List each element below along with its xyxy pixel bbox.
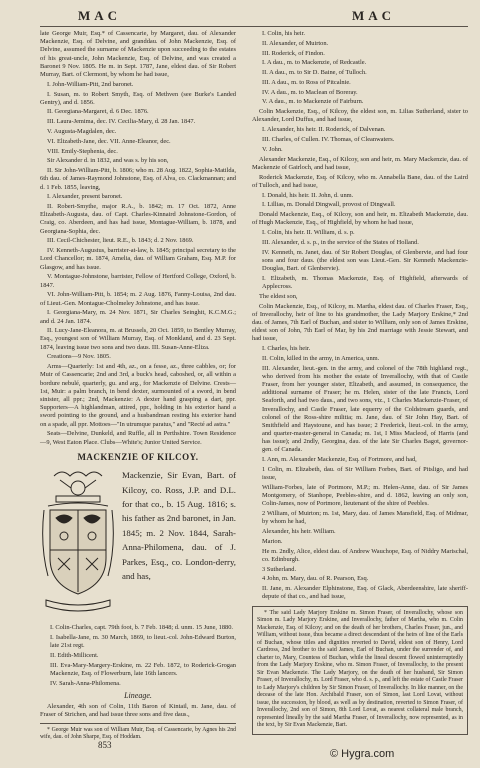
paragraph: Roderick Mackenzie, Esq. of Kilcoy, who m. Annabella Bane, dau. of the Laird of Tulloch, and had issue, <box>252 173 468 189</box>
paragraph: Creations—9 Nov. 1805. <box>47 353 111 361</box>
list-item: II. Edith-Millicent. <box>50 651 99 659</box>
paragraph: Donald Mackenzie, Esq., of Kilcoy, son and heir, m. Elizabeth Mackenzie, dau. of Hugh Mackenzie, Esq., of Highfield, by whom he had issue, <box>252 211 468 227</box>
paragraph: II. Jane, m. Alexander Elphinstone, Esq. of Glack, Aberdeenshire, late sheriff-depute of that co., and had issue, <box>262 585 468 601</box>
paragraph: II. Lucy-Jane-Eleanora, m. at Brussels, 20 Oct. 1859, to Bentley Murray, Esq., youngest son of William Murray, Esq. of Monkland, and d. 23 Sept. 1874, leaving issue two sons and two daus. III. Susan-Anne-Eliza. <box>40 327 236 351</box>
paragraph: Alexander, his heir. William. <box>262 528 336 536</box>
paragraph: I. Charles, his heir. <box>262 345 311 353</box>
paragraph: IV. Kenneth, m. Janet, dau. of Sir Robert Douglas, of Glenbervie, and had four sons and four daus. (the eldest son was Lieut.-Gen. Sir Kenneth Mackenzie-Douglas, Bart. of Glenbervie). <box>262 248 468 272</box>
list-item: IV. Sarah-Anna-Philomena. <box>50 679 121 687</box>
footnote-divider <box>40 723 236 724</box>
paragraph: III. A dau., m. to Ross of Pitcalnie. <box>262 78 351 86</box>
kilcoy-issue-list <box>40 624 236 688</box>
paragraph: IV. A dau., m. to Maclean of Boreray. <box>262 88 358 96</box>
watermark: © Hygra.com <box>330 748 395 760</box>
paragraph: late George Muir, Esq.* of Cassencarie, by Margaret, dau. of Alexander Mackenzie, Esq. of Delvine, and granddau. of John Mackenzie, Esq. of Delvine, assumed the surname of Mackenzie upon succeeding to the estates of his great-uncle, John Mackenzie, Esq. of Delvine, and was created a Baronet 9 Nov. 1805. He m. in Sept. 1787, Jane, eldest dau. of Sir Robert Murray, Bart. of Clermont, by whom he had issue, <box>40 30 236 78</box>
right-footnote: * The said Lady Marjory Erskine m. Simon Fraser, of Inverallochy, whose son Simon m. Lady Marjory Erskine, and Inverallochy, father of Martha, who m. Colin Mackenzie, Esq. of Kilcoy; and on the death of her brothers, Charles Fraser, jun., and William, without issue, thus became a direct descendant of the heirs of line of the Earls of Buchan, whose titles and dignities reverted to David, eldest son of Henry, Lord Cardross, 2nd brother to the said James, Earl of Buchan, under the surrender of, and charter to, Mary, Countess of Buchan, while the lineal descent flowed uninterruptedly from the Lady Marjory Erskine, who m. Simon Fraser, of Inverallochy, to the present Sir Evan Mackenzie. The Lady Marjory, on the death of her husband, Sir Simon Fraser, of Inverallochy, m. Lord Fraser, who d. s. p., and left the estate of Castle Fraser to Lady Marjory's children by Sir Simon Fraser, of Inverallochy. In like manner, on the decease of the late Hon. Archibald Fraser, son of Simon, last Lord Lovat, without issue, the succession, by blood, as well as by destination, reverted to Simon Fraser, of Inverallochy, 2nd son of Simon, 8th Lord Lovat, as nearest collateral male branch, represented lineally by the said Martha Fraser, of Inverallochy, now represented, as in the text, by Sir Evan Mackenzie, Bart. <box>257 609 463 729</box>
paragraph: III. Laura-Jemima, dec. IV. Cecilia-Mary, d. 28 Jan. 1847. <box>47 118 196 126</box>
paragraph: 1 Colin, m. Elizabeth, dau. of Sir William Forbes, Bart. of Pitsligo, and had issue, <box>262 466 468 482</box>
left-top-text <box>40 30 236 447</box>
paragraph: II. Sir John-William-Pitt, b. 1806; who m. 28 Aug. 1822, Sophia-Matilda, 6th dau. of James-Raymond Johnstone, Esq. of Alva, co. Clackmannan; and d. 1 Feb. 1855, leaving, <box>40 167 236 191</box>
paragraph: I. Susan, m. to Robert Smyth, Esq. of Methven (see Burke's Landed Gentry), and d. 1856. <box>40 90 236 106</box>
left-footnote: * George Muir was son of William Muir, Esq. of Cassencarie, by Agnes his 2nd wife, dau. of John Sharpe, Esq. of Hoddam. <box>40 726 236 740</box>
paragraph: He m. 2ndly, Alice, eldest dau. of Andrew Wauchope, Esq. of Niddry Marischal, co. Edinburgh. <box>262 547 468 563</box>
paragraph: Colin Mackenzie, Esq., of Kilcoy, the eldest son, m. Lilias Sutherland, sister to Alexander, Lord Duffus, and had issue, <box>252 108 468 124</box>
paragraph: I. Ann, m. Alexander Mackenzie, Esq. of Fortmore, and had, <box>262 456 417 464</box>
list-item: I. Colin-Charles, capt. 79th foot, b. 7 Feb. 1848; d. unm. 15 June, 1880. <box>50 624 234 632</box>
left-column <box>40 30 236 743</box>
paragraph: I. Donald, his heir. II. John, d. unm. <box>262 191 354 199</box>
paragraph: VI. Elizabeth-Jane, dec. VII. Anne-Eleanor, dec. <box>47 137 171 145</box>
footnote-box <box>252 606 468 735</box>
paragraph: I. Colin, his heir. <box>262 30 305 37</box>
paragraph: The eldest son, <box>259 292 298 300</box>
paragraph: Seats—Delvine, Dunkeld, and Ruffle, all in Perthshire. Town Residence—9, West Eaton Place. Clubs—White's; Junior United Service. <box>40 430 236 446</box>
paragraph: Sir Alexander d. in 1832, and was s. by his son, <box>47 157 169 165</box>
right-column <box>252 30 468 735</box>
running-header-left: MAC <box>78 8 122 23</box>
coat-of-arms-icon <box>40 466 116 616</box>
paragraph: V. John. <box>262 145 283 153</box>
paragraph: III. Alexander, lieut.-gen. in the army, and colonel of the 78th highland regt., who derived from his mother the estate of Inverallochy, with that of Castle Fraser, from her younger sister, Elizabeth, and assumed, in consequence, the additional surname of Fraser; he m. Helen, sister of the late Francis, Lord Seaforth, and had two daus., and two sons, viz., 1 Charles Mackenzie-Fraser, of Inverallochy, and Castle Fraser, late equerry of the Coldstream guards, and colonel of the Ross-shire militia; m. Jane, dau. of Sir John Hay, Bart. of Smithfield and Haystoune, and has issue; 2 Frederick, lieut.-col. in the army, and quarter-master-general in Canada; m. 1st, I Miss Macleod, of Harris (and has issue); and 2ndly, Georgina, dau. of the late Sir Charles Bagot, governor-gen. of Canada. <box>262 364 468 454</box>
paragraph: V. Augusta-Magdalen, dec. <box>47 128 117 136</box>
paragraph: William-Forbes, late of Portmore, M.P.; m. Helen-Anne, dau. of Sir James Montgomery, of Stanhope, Peebles-shire, and d. 1862, leaving an only son, Colin-James, now of Portmore, lieutenant of the shire of Peebles. <box>262 484 468 508</box>
paragraph: Marion. <box>262 537 283 545</box>
paragraph: II. Alexander, of Muirton. <box>262 39 329 47</box>
paragraph: I. Colin, his heir. II. William, d. s. p. <box>262 229 355 237</box>
paragraph: V. A dau., m. to Mackenzie of Fairburn. <box>262 98 364 106</box>
paragraph: Colin Mackenzie, Esq., of Kilcoy, m. Martha, eldest dau. of Charles Fraser, Esq., of Inverallochy, heir of line to his grandmother, the Lady Marjory Erskine,* 2nd dau. of James, 7th Earl of Buchan, and sister to William, only son of James Erskine, eldest son of John, 7th Earl of Mar, by his 2nd marriage with Jessie Stewart, and had issue, <box>252 302 468 343</box>
paragraph: 4 John, m. Mary, dau. of R. Pearson, Esq. <box>262 575 369 583</box>
lineage-heading: Lineage. <box>124 690 152 700</box>
paragraph: I. A dau., m. to Mackenzie, of Redcastle. <box>262 59 367 67</box>
paragraph: III. Charles, of Cullen. IV. Thomas, of Cleanwaters. <box>262 136 395 143</box>
header-rule <box>40 26 468 27</box>
paragraph: I. Alexander, present baronet. <box>47 193 123 201</box>
paragraph: V. Montague-Johnstone, barrister, Fellow of Hertford College, Oxford, b. 1847. <box>40 273 236 289</box>
paragraph: I. Alexander, his heir. II. Roderick, of Dalvenan. <box>262 126 386 134</box>
paragraph: I. John-William-Pitt, 2nd baronet. <box>47 80 134 88</box>
list-item: I. Isabella-Jane, m. 30 March, 1869, to lieut.-col. John-Edward Burton, late 21st regt. <box>50 633 236 650</box>
paragraph: 2 William, of Muirton; m. 1st, Mary, dau. of James Mansfield, Esq. of Midmar, by whom he had, <box>262 510 468 526</box>
paragraph: II. Georgiana-Margaret, d. 6 Dec. 1876. <box>47 108 149 116</box>
paragraph: II. Colin, killed in the army, in America, unm. <box>262 354 380 362</box>
section-title: MACKENZIE OF KILCOY. <box>77 451 199 462</box>
lineage-paragraph: Alexander, 4th son of Colin, 11th Baron of Kintail, m. Jane, dau. of Fraser of Strichen, and had issue three sons and five daus., <box>40 703 236 719</box>
paragraph: III. Cecil-Chichester, lieut. R.E., b. 1843; d. 2 Nov. 1869. <box>47 237 194 245</box>
page-number: 853 <box>98 740 112 750</box>
paragraph: IV. Kenneth-Augustus, barrister-at-law, b. 1845; principal secretary to the Lord Chancellor; m. 1874, Amelia, dau. of William Graham, Esq. M.P. for Glasgow, and has issue. <box>40 247 236 271</box>
paragraph: III. Roderick, of Findon. <box>262 49 325 57</box>
paragraph: I. Elizabeth, m. Thomas Mackenzie, Esq. of Highfield, afterwards of Applecross. <box>262 274 468 290</box>
paragraph: III. Alexander, d. s. p., in the service of the States of Holland. <box>262 238 419 246</box>
list-item: III. Eva-Mary-Margery-Erskine, m. 22 Feb. 1872, to Roderick-Grogan Mackenzie, Esq. of Flowerburn, late 16th lancers. <box>50 661 236 677</box>
kilcoy-entry <box>40 466 236 624</box>
paragraph: Arms—Quarterly: 1st and 4th, az., on a fesse, az., three cabbles, or; for Muir of Cassencarie; 2nd and 3rd, a buck's head, caboshed, or, all within a bordure nebulé, quarterly, gu. and arg., for Mackenzie of Delvine. Crests—1st, Muir: a palm branch, in bend dexter, surmounted of a sword, in bend sinister, all ppr.; 2nd, Mackenzie: A dexter hand grasping a dart, ppr. Supporters—A highlandman, attired, ppr., holding in his exterior hand a sword pointing to the ground, and a husbandman resting his exterior hand on a spade, all ppr. Mottoes—"In utrumque paratus," and "Recté ad astra." <box>40 363 236 428</box>
paragraph: I. Georgiana-Mary, m. 24 Nov. 1871, Sir Charles Seinghit, K.C.M.G.; and d. 24 Jan. 1874. <box>40 309 236 325</box>
paragraph: 3 Sutherland. <box>262 565 297 573</box>
paragraph: VIII. Emily-Stephenia, dec. <box>47 147 118 155</box>
paragraph: II. A dau., m. to Sir D. Baine, of Tulloch. <box>262 69 367 77</box>
kilcoy-intro: Mackenzie, Sir Evan, Bart. of Kilcoy, co. Ross, J.P. and D.L. for that co., b. 15 Aug. 1816; s. his father as 2nd baronet, in Jan. 1845; m. 2 Nov. 1844, Sarah-Anna-Philomena, dau. of J. Parkes, Esq., co. London-derry, and has, <box>122 470 236 582</box>
paragraph: VI. John-William-Pitt, b. 1854; m. 2 Aug. 1876, Fanny-Louisa, 2nd dau. of Lieut.-Gen. Montague-Cholmeley Johnstone, and has issue. <box>40 291 236 307</box>
running-header-right: MAC <box>352 8 396 23</box>
paragraph: II. Robert-Smythe, major R.A., b. 1842; m. 17 Oct. 1872, Anne Elizabeth-Augusta, dau. of Capt. Charles-Kinnaird Johnstone-Gordon, of Craig, co. Aberdeen, and has had issue, Montague-William, b. 1878, and Georgiana-Sophia, dec. <box>40 203 236 235</box>
paragraph: Alexander Mackenzie, Esq., of Kilcoy, son and heir, m. Mary Mackenzie, dau. of Mackenzie of Gairloch, and had issue, <box>252 155 468 171</box>
paragraph: I. Lillias, m. Donald Dingwall, provost of Dingwall. <box>262 201 396 209</box>
